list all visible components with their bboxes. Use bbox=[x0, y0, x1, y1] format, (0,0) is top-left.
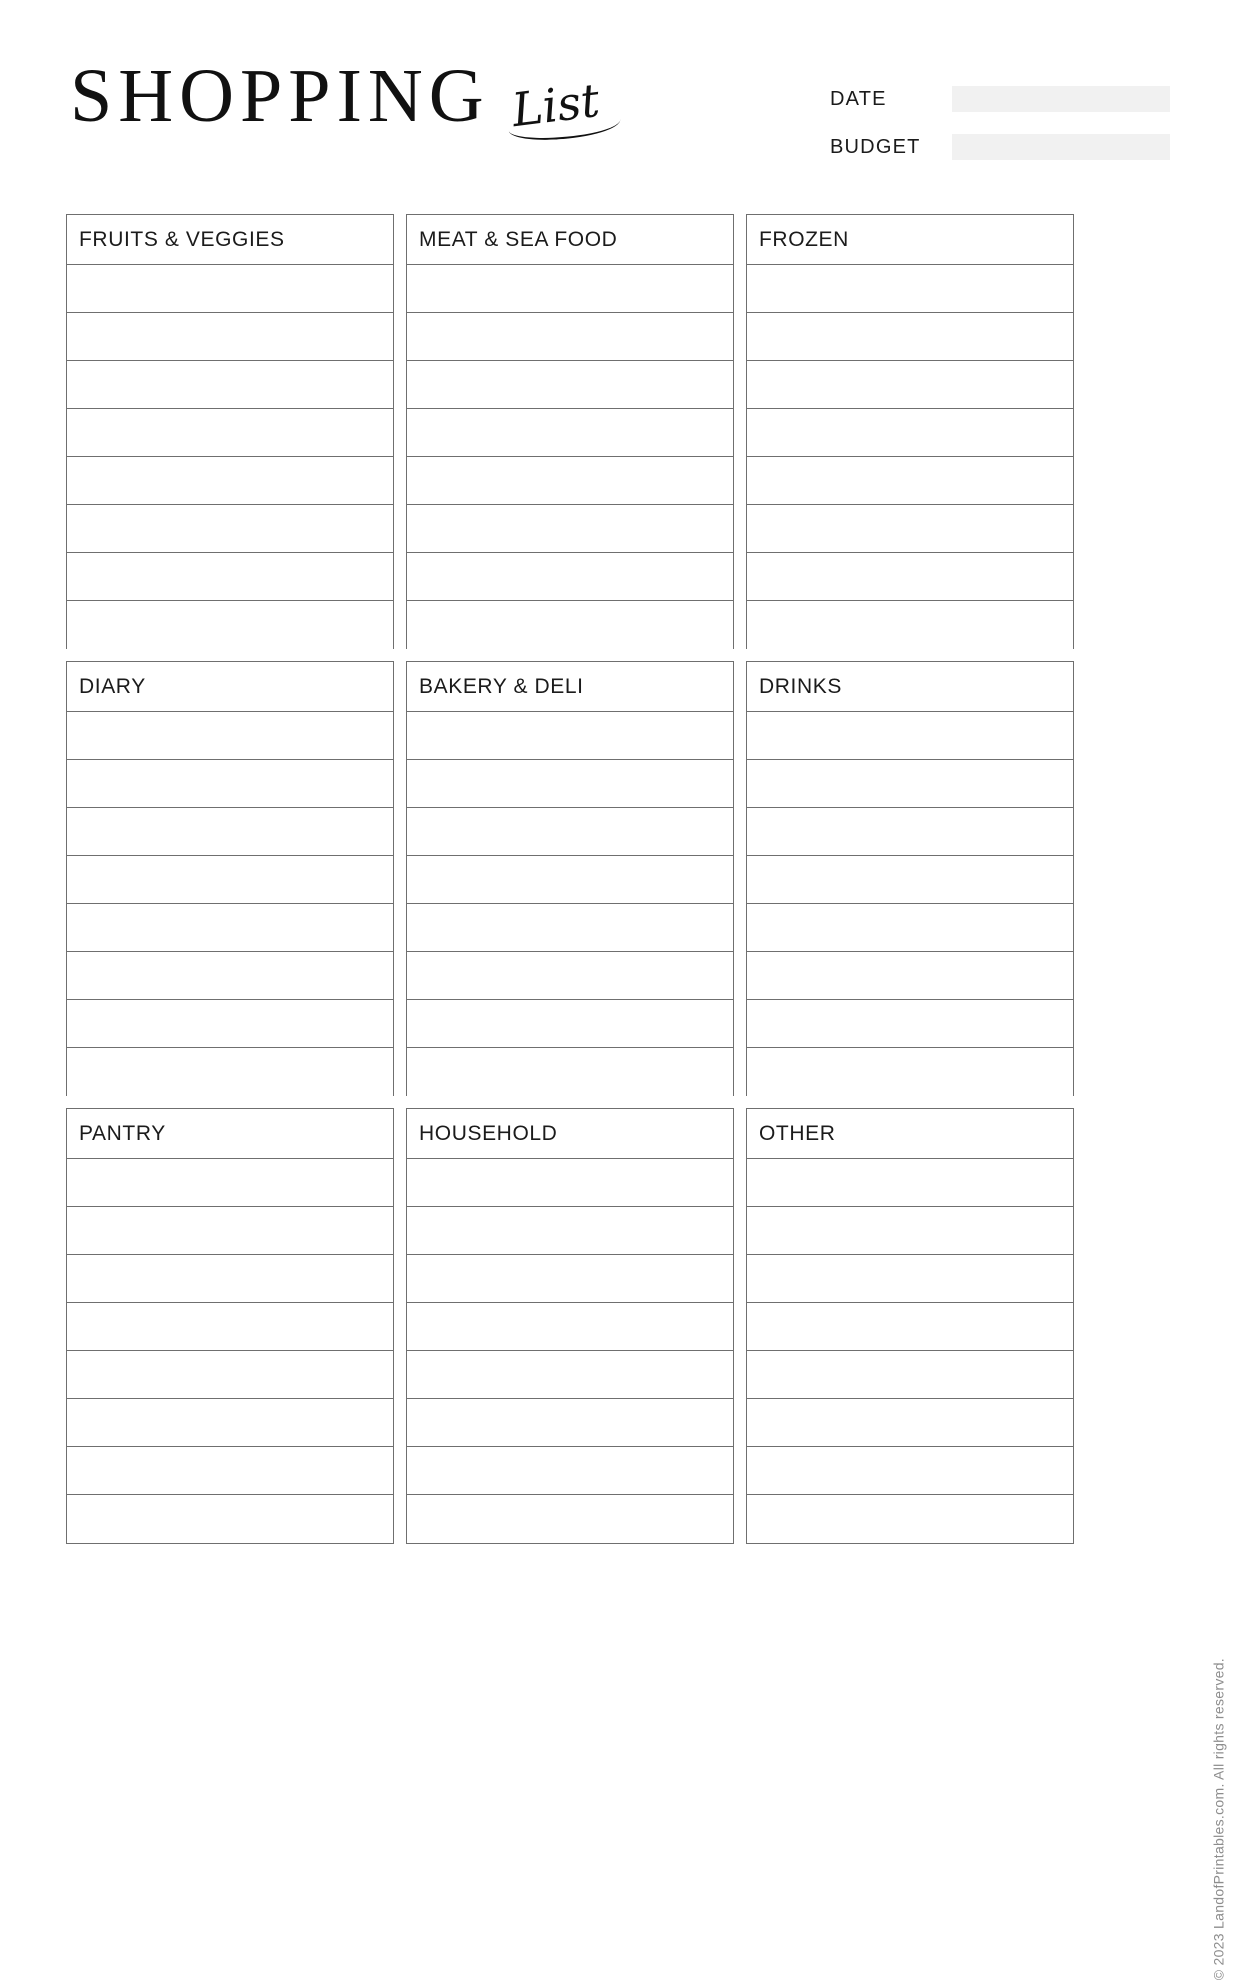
item-line[interactable] bbox=[67, 505, 393, 553]
category-title: HOUSEHOLD bbox=[407, 1109, 733, 1159]
item-line[interactable] bbox=[67, 1495, 393, 1543]
item-line[interactable] bbox=[407, 1399, 733, 1447]
item-line[interactable] bbox=[407, 808, 733, 856]
item-line[interactable] bbox=[747, 1159, 1073, 1207]
category-title: FRUITS & VEGGIES bbox=[67, 215, 393, 265]
category-title: DRINKS bbox=[747, 662, 1073, 712]
category-block bbox=[66, 1108, 394, 1544]
item-line[interactable] bbox=[67, 1048, 393, 1096]
item-line[interactable] bbox=[747, 808, 1073, 856]
item-line[interactable] bbox=[407, 1447, 733, 1495]
item-line[interactable] bbox=[67, 1000, 393, 1048]
item-line[interactable] bbox=[67, 409, 393, 457]
item-line[interactable] bbox=[67, 1399, 393, 1447]
item-line[interactable] bbox=[407, 904, 733, 952]
item-line[interactable] bbox=[407, 409, 733, 457]
budget-label: BUDGET bbox=[830, 135, 921, 158]
budget-input[interactable] bbox=[952, 134, 1170, 160]
category-title: MEAT & SEA FOOD bbox=[407, 215, 733, 265]
item-line[interactable] bbox=[407, 1207, 733, 1255]
category-title: FROZEN bbox=[747, 215, 1073, 265]
category-column bbox=[406, 214, 734, 1544]
item-line[interactable] bbox=[407, 457, 733, 505]
item-line[interactable] bbox=[747, 1495, 1073, 1543]
page-header bbox=[70, 54, 1170, 178]
item-line[interactable] bbox=[747, 856, 1073, 904]
item-line[interactable] bbox=[67, 856, 393, 904]
item-line[interactable] bbox=[67, 808, 393, 856]
item-line[interactable] bbox=[747, 1255, 1073, 1303]
date-label: DATE bbox=[830, 87, 887, 110]
item-line[interactable] bbox=[747, 361, 1073, 409]
item-line[interactable] bbox=[407, 760, 733, 808]
item-line[interactable] bbox=[67, 712, 393, 760]
item-line[interactable] bbox=[67, 1447, 393, 1495]
item-line[interactable] bbox=[747, 712, 1073, 760]
item-line[interactable] bbox=[407, 1495, 733, 1543]
item-line[interactable] bbox=[67, 904, 393, 952]
item-line[interactable] bbox=[407, 601, 733, 649]
category-block bbox=[406, 1108, 734, 1544]
item-line[interactable] bbox=[67, 265, 393, 313]
category-title: OTHER bbox=[747, 1109, 1073, 1159]
category-title: BAKERY & DELI bbox=[407, 662, 733, 712]
date-input[interactable] bbox=[952, 86, 1170, 112]
item-line[interactable] bbox=[407, 1303, 733, 1351]
category-block bbox=[406, 214, 734, 649]
item-line[interactable] bbox=[407, 1159, 733, 1207]
item-line[interactable] bbox=[407, 1000, 733, 1048]
item-line[interactable] bbox=[747, 409, 1073, 457]
item-line[interactable] bbox=[67, 1207, 393, 1255]
item-line[interactable] bbox=[747, 1000, 1073, 1048]
item-line[interactable] bbox=[407, 553, 733, 601]
item-line[interactable] bbox=[747, 1303, 1073, 1351]
item-line[interactable] bbox=[67, 553, 393, 601]
category-column bbox=[746, 214, 1074, 1544]
item-line[interactable] bbox=[747, 601, 1073, 649]
category-block bbox=[66, 661, 394, 1096]
item-line[interactable] bbox=[747, 313, 1073, 361]
item-line[interactable] bbox=[407, 856, 733, 904]
category-title: DIARY bbox=[67, 662, 393, 712]
item-line[interactable] bbox=[67, 361, 393, 409]
item-line[interactable] bbox=[67, 1303, 393, 1351]
item-line[interactable] bbox=[747, 1399, 1073, 1447]
item-line[interactable] bbox=[407, 712, 733, 760]
item-line[interactable] bbox=[747, 1048, 1073, 1096]
item-line[interactable] bbox=[407, 313, 733, 361]
page-title bbox=[70, 54, 602, 138]
item-line[interactable] bbox=[407, 952, 733, 1000]
page-title-main: SHOPPING bbox=[70, 54, 490, 138]
category-column bbox=[66, 214, 394, 1544]
item-line[interactable] bbox=[67, 952, 393, 1000]
item-line[interactable] bbox=[747, 265, 1073, 313]
item-line[interactable] bbox=[747, 760, 1073, 808]
category-block bbox=[746, 214, 1074, 649]
category-block bbox=[406, 661, 734, 1096]
item-line[interactable] bbox=[67, 601, 393, 649]
item-line[interactable] bbox=[67, 1255, 393, 1303]
item-line[interactable] bbox=[407, 361, 733, 409]
category-block bbox=[66, 214, 394, 649]
item-line[interactable] bbox=[747, 553, 1073, 601]
item-line[interactable] bbox=[67, 457, 393, 505]
meta-fields bbox=[830, 86, 1170, 182]
item-line[interactable] bbox=[67, 313, 393, 361]
item-line[interactable] bbox=[747, 505, 1073, 553]
item-line[interactable] bbox=[407, 1351, 733, 1399]
page-title-script: List bbox=[508, 72, 602, 138]
item-line[interactable] bbox=[747, 952, 1073, 1000]
item-line[interactable] bbox=[747, 1207, 1073, 1255]
item-line[interactable] bbox=[407, 1048, 733, 1096]
item-line[interactable] bbox=[407, 505, 733, 553]
copyright-notice: © 2023 LandofPrintables.com. All rights reserved. bbox=[1210, 1658, 1226, 1980]
date-row bbox=[830, 86, 1170, 112]
item-line[interactable] bbox=[67, 1351, 393, 1399]
item-line[interactable] bbox=[747, 1447, 1073, 1495]
item-line[interactable] bbox=[67, 1159, 393, 1207]
item-line[interactable] bbox=[747, 904, 1073, 952]
item-line[interactable] bbox=[407, 265, 733, 313]
category-block bbox=[746, 661, 1074, 1096]
item-line[interactable] bbox=[67, 760, 393, 808]
item-line[interactable] bbox=[407, 1255, 733, 1303]
category-title: PANTRY bbox=[67, 1109, 393, 1159]
item-line[interactable] bbox=[747, 1351, 1073, 1399]
budget-row bbox=[830, 134, 1170, 160]
category-block bbox=[746, 1108, 1074, 1544]
item-line[interactable] bbox=[747, 457, 1073, 505]
category-grid bbox=[66, 214, 1174, 1544]
